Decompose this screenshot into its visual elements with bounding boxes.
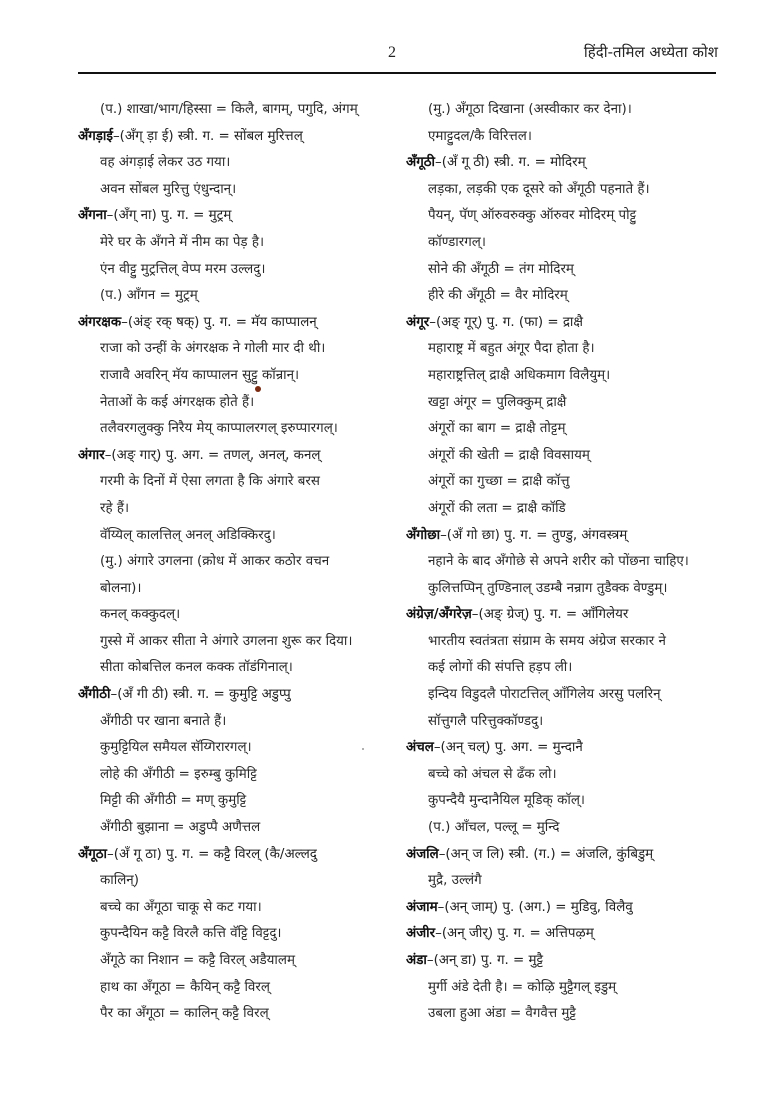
example-text: अँगीठी बुझाना = अडुप्पै अणैत्तल bbox=[100, 820, 261, 836]
entry-definition: –(अँग् ड़ा ई) स्त्री. ग. = सोंबल मुरित्तल् bbox=[112, 128, 303, 144]
example-line bbox=[406, 496, 741, 523]
example-text: वॅय्यिल् कालत्तिल् अनल् अडिक्किरदु। bbox=[100, 527, 276, 543]
example-text: (मु.) अंगारे उगलना (क्रोध में आकर कठोर वचन bbox=[100, 554, 330, 570]
example-text: कई लोगों की संपत्ति हड़प ली। bbox=[428, 660, 573, 676]
example-line bbox=[406, 655, 741, 682]
example-line bbox=[406, 416, 741, 443]
example-text: अँगूठे का निशान = कट्टै विरल् अडैयालम् bbox=[100, 953, 295, 968]
headword: अंजीर bbox=[406, 926, 436, 942]
example-line bbox=[78, 788, 413, 815]
dictionary-entry bbox=[406, 310, 741, 337]
example-text: इन्दिय विडुदलै पोराटत्तिल् ऑंगिलेय अरसु पलरिन् bbox=[428, 687, 661, 703]
scan-speck bbox=[362, 748, 364, 750]
dictionary-entry bbox=[406, 921, 741, 948]
example-line bbox=[78, 921, 413, 948]
example-line bbox=[78, 150, 413, 177]
example-line bbox=[78, 177, 413, 204]
headword: अँगीठी bbox=[78, 687, 111, 703]
example-line bbox=[406, 336, 741, 363]
entry-definition: –(अँ गी ठी) स्त्री. ग. = कुमुट्टि अडुप्पु bbox=[110, 687, 291, 703]
example-text: नेताओं के कई अंगरक्षक होते हैं। bbox=[100, 394, 255, 410]
headword: अंडा bbox=[406, 953, 427, 968]
example-line bbox=[406, 257, 741, 284]
example-text: नहाने के बाद अँगोछे से अपने शरीर को पोंछना चाहिए। bbox=[428, 554, 689, 570]
example-text: अवन सोंबल मुरित्तु एंधुन्दान्। bbox=[100, 181, 237, 197]
example-text: कॉण्डारगल्। bbox=[428, 234, 486, 250]
example-text: अँगीठी पर खाना बनाते हैं। bbox=[100, 713, 227, 729]
example-text: (मु.) अँगूठा दिखाना (अस्वीकार कर देना)। bbox=[428, 102, 632, 117]
entry-definition: –(अङ् गार्) पु. अग. = तणल्, अनल्, कनल् bbox=[104, 447, 321, 463]
example-text: वह अंगड़ाई लेकर उठ गया। bbox=[100, 155, 231, 171]
running-title: हिंदी-तमिल अध्येता कोश bbox=[583, 43, 718, 61]
headword: अंग्रेज़/अँगरेज़ bbox=[406, 607, 472, 623]
example-line bbox=[78, 895, 413, 922]
example-line bbox=[78, 523, 413, 550]
example-text: खट्टा अंगूर = पुलिक्कुम् द्राक्षै bbox=[428, 394, 567, 410]
dictionary-entry bbox=[78, 203, 413, 230]
example-line bbox=[406, 549, 741, 576]
example-line bbox=[406, 682, 741, 709]
example-line bbox=[406, 788, 741, 815]
example-text: उबला हुआ अंडा = वैगवैत्त मुट्टै bbox=[428, 1006, 576, 1022]
example-text: मुद्रै, उल्लंगै bbox=[428, 873, 482, 889]
example-text: अंगूरों का गुच्छा = द्राक्षै कॉत्तु bbox=[428, 474, 570, 490]
dictionary-entry bbox=[406, 895, 741, 922]
entry-definition: –(अँ गो छा) पु. ग. = तुण्डु, अंगवस्त्रम् bbox=[440, 527, 628, 543]
ink-blot bbox=[255, 386, 261, 392]
example-text: हीरे की अँगूठी = वैर मोदिरम् bbox=[428, 288, 568, 304]
example-text: बच्चे को अंचल से ढँक लो। bbox=[428, 766, 557, 782]
example-text: अंगूरों की खेती = द्राक्षै विवसायम् bbox=[428, 447, 590, 463]
example-text: मिट्टी की अँगीठी = मण् कुमुट्टि bbox=[100, 793, 247, 809]
entry-definition: –(अंङ् रक् षक्) पु. ग. = मॅय काप्पालन् bbox=[121, 314, 317, 330]
page-number: 2 bbox=[388, 44, 396, 61]
example-line bbox=[78, 496, 413, 523]
example-text: कालिन्) bbox=[100, 873, 139, 889]
headword: अँगड़ाई bbox=[78, 128, 113, 144]
entry-definition: –(अङ् ग्रेज्) पु. ग. = ऑंगिलेयर bbox=[471, 607, 629, 623]
example-line bbox=[406, 443, 741, 470]
example-line bbox=[78, 576, 413, 603]
example-text: (प.) शाखा/भाग/हिस्सा = किलै, बागम्, पगुदि, अंगम् bbox=[100, 102, 358, 117]
example-text: लोहे की अँगीठी = इरुम्बु कुमिट्टि bbox=[100, 766, 257, 782]
example-text: लड़का, लड़की एक दूसरे को अँगूठी पहनाते हैं। bbox=[428, 181, 650, 197]
example-text: सीता कोबत्तिल कनल कक्क तॉडंगिनाल्। bbox=[100, 660, 293, 676]
headword: अंगूर bbox=[406, 314, 430, 330]
entry-definition: –(अन् जीर्) पु. ग. = अत्तिपऴम् bbox=[435, 926, 594, 942]
dictionary-entry bbox=[406, 150, 741, 177]
example-text: महाराष्ट्रत्तिल् द्राक्षै अधिकमाग विलैयुम्। bbox=[428, 367, 611, 383]
example-line bbox=[78, 629, 413, 656]
example-line bbox=[78, 975, 413, 1002]
example-text: (प.) आँचल, पल्लू = मुन्दि bbox=[428, 820, 560, 836]
example-text: अंगूरों की लता = द्राक्षै कॉडि bbox=[428, 500, 566, 516]
example-line bbox=[78, 283, 413, 310]
example-text: एंन वीट्टु मुट्रत्तिल् वेप्प मरम उल्लदु। bbox=[100, 261, 266, 277]
example-text: राजा को उन्हीं के अंगरक्षक ने गोली मार दी थी। bbox=[100, 341, 326, 357]
example-line bbox=[406, 975, 741, 1002]
right-column bbox=[406, 97, 741, 1028]
example-text: (प.) आँगन = मुट्रम् bbox=[100, 288, 198, 304]
example-line bbox=[406, 230, 741, 257]
headword: अंगार bbox=[78, 447, 105, 463]
example-line bbox=[78, 390, 413, 417]
entry-definition: –(अँ गू ठी) स्त्री. ग. = मोदिरम् bbox=[435, 155, 586, 171]
example-line bbox=[406, 629, 741, 656]
example-line bbox=[78, 815, 413, 842]
example-line bbox=[78, 416, 413, 443]
example-line bbox=[78, 709, 413, 736]
dictionary-entry bbox=[78, 682, 413, 709]
example-text: पैर का अँगूठा = कालिन् कट्टै विरल् bbox=[100, 1006, 269, 1022]
example-text: रहे हैं। bbox=[100, 500, 130, 516]
example-line bbox=[406, 363, 741, 390]
headword: अंजलि bbox=[406, 846, 439, 862]
entry-definition: –(अङ् गूर्) पु. ग. (फा) = द्राक्षै bbox=[429, 314, 584, 330]
example-line bbox=[78, 257, 413, 284]
example-line bbox=[406, 576, 741, 603]
dictionary-entry bbox=[406, 842, 741, 869]
headword: अँगोछा bbox=[406, 527, 441, 543]
dictionary-entry bbox=[406, 602, 741, 629]
example-text: कुलित्तप्पिन् तुण्डिनाल् उडम्बै नन्राग तुडैक्क वेण्डुम्। bbox=[428, 580, 668, 596]
example-text: भारतीय स्वतंत्रता संग्राम के समय अंग्रेज सरकार ने bbox=[428, 633, 666, 649]
example-line bbox=[406, 97, 741, 124]
example-line bbox=[406, 868, 741, 895]
dictionary-entry bbox=[78, 124, 413, 151]
example-text: मेरे घर के अँगने में नीम का पेड़ है। bbox=[100, 234, 265, 250]
example-line bbox=[406, 283, 741, 310]
example-line bbox=[406, 815, 741, 842]
dictionary-entry bbox=[406, 735, 741, 762]
example-line bbox=[406, 469, 741, 496]
dictionary-entry bbox=[78, 842, 413, 869]
dictionary-entry bbox=[406, 948, 741, 975]
example-line bbox=[78, 655, 413, 682]
example-line bbox=[406, 124, 741, 151]
example-line bbox=[78, 469, 413, 496]
headword: अंजाम bbox=[406, 899, 438, 915]
example-line bbox=[78, 549, 413, 576]
example-line bbox=[406, 709, 741, 736]
header-divider bbox=[78, 72, 716, 74]
example-line bbox=[406, 762, 741, 789]
example-text: हाथ का अँगूठा = कैयिन् कट्टै विरल् bbox=[100, 979, 270, 995]
example-line bbox=[406, 203, 741, 230]
entry-definition: –(अँग् ना) पु. ग. = मुट्रम् bbox=[106, 208, 232, 224]
example-text: सॉत्तुगलै परित्तुक्कॉण्डदु। bbox=[428, 713, 544, 729]
example-line bbox=[78, 230, 413, 257]
dictionary-entry bbox=[406, 523, 741, 550]
example-text: महाराष्ट्र में बहुत अंगूर पैदा होता है। bbox=[428, 341, 595, 357]
entry-definition: –(अन् चल्) पु. अग. = मुन्दानै bbox=[433, 740, 583, 756]
example-text: राजावै अवरिन् मॅय काप्पालन सुट्टु कॉन्रान्। bbox=[100, 367, 300, 383]
entry-definition: –(अन् ज लि) स्त्री. (ग.) = अंजलि, कुंबिडुम् bbox=[438, 846, 654, 862]
example-text: मुर्गी अंडे देती है। = कोऴि मुट्टैगल् इडुम् bbox=[428, 979, 617, 995]
example-line bbox=[78, 602, 413, 629]
example-line bbox=[406, 177, 741, 204]
example-line bbox=[78, 1001, 413, 1028]
example-text: गरमी के दिनों में ऐसा लगता है कि अंगारे बरस bbox=[100, 474, 320, 490]
dictionary-entry bbox=[78, 310, 413, 337]
example-text: अंगूरों का बाग = द्राक्षै तोट्टम् bbox=[428, 421, 566, 437]
example-text: कुपन्दैयिन कट्टै विरलै कत्ति वॅट्टि विट्टदु। bbox=[100, 926, 282, 942]
headword: अँगना bbox=[78, 208, 107, 224]
example-text: कुमुट्टियिल समैयल सॅय्गिरारगल्। bbox=[100, 740, 252, 756]
example-text: बच्चे का अँगूठा चाकू से कट गया। bbox=[100, 899, 262, 915]
headword: अँगूठा bbox=[78, 846, 108, 862]
example-line bbox=[78, 868, 413, 895]
example-text: कुपन्दैयै मुन्दानैयिल मूडिक् कॉल्। bbox=[428, 793, 585, 809]
example-text: पैयन्, पॅण् ऑरुवरुक्कु ऑरुवर मोदिरम् पोट्टु bbox=[428, 208, 637, 224]
example-text: गुस्से में आकर सीता ने अंगारे उगलना शुरू कर दिया। bbox=[100, 633, 353, 649]
example-line bbox=[78, 363, 413, 390]
example-text: एमाट्टुदल/कै विरित्तल। bbox=[428, 128, 532, 144]
headword: अंचल bbox=[406, 740, 434, 756]
example-text: तलैवरगलुक्कु निरैय मेय् काप्पालरगल् इरुप्पारगल्। bbox=[100, 421, 338, 437]
example-line bbox=[78, 948, 413, 975]
example-line bbox=[78, 97, 413, 124]
entry-definition: –(अन् जाम्) पु. (अग.) = मुडिवु, विलैवु bbox=[437, 899, 633, 915]
entry-definition: –(अन् डा) पु. ग. = मुट्टै bbox=[426, 953, 544, 968]
example-line bbox=[78, 336, 413, 363]
example-text: सोने की अँगूठी = तंग मोदिरम् bbox=[428, 261, 574, 277]
dictionary-entry bbox=[78, 443, 413, 470]
example-line bbox=[78, 762, 413, 789]
left-column bbox=[78, 97, 413, 1028]
example-text: बोलना)। bbox=[100, 580, 142, 596]
example-line bbox=[406, 390, 741, 417]
example-line bbox=[406, 1001, 741, 1028]
entry-definition: –(अँ गू ठा) पु. ग. = कट्टै विरल् (कै/अल्लदु bbox=[107, 846, 317, 862]
headword: अंगरक्षक bbox=[78, 314, 122, 330]
headword: अँगूठी bbox=[406, 155, 436, 171]
example-text: कनल् कक्कुदल्। bbox=[100, 607, 181, 623]
